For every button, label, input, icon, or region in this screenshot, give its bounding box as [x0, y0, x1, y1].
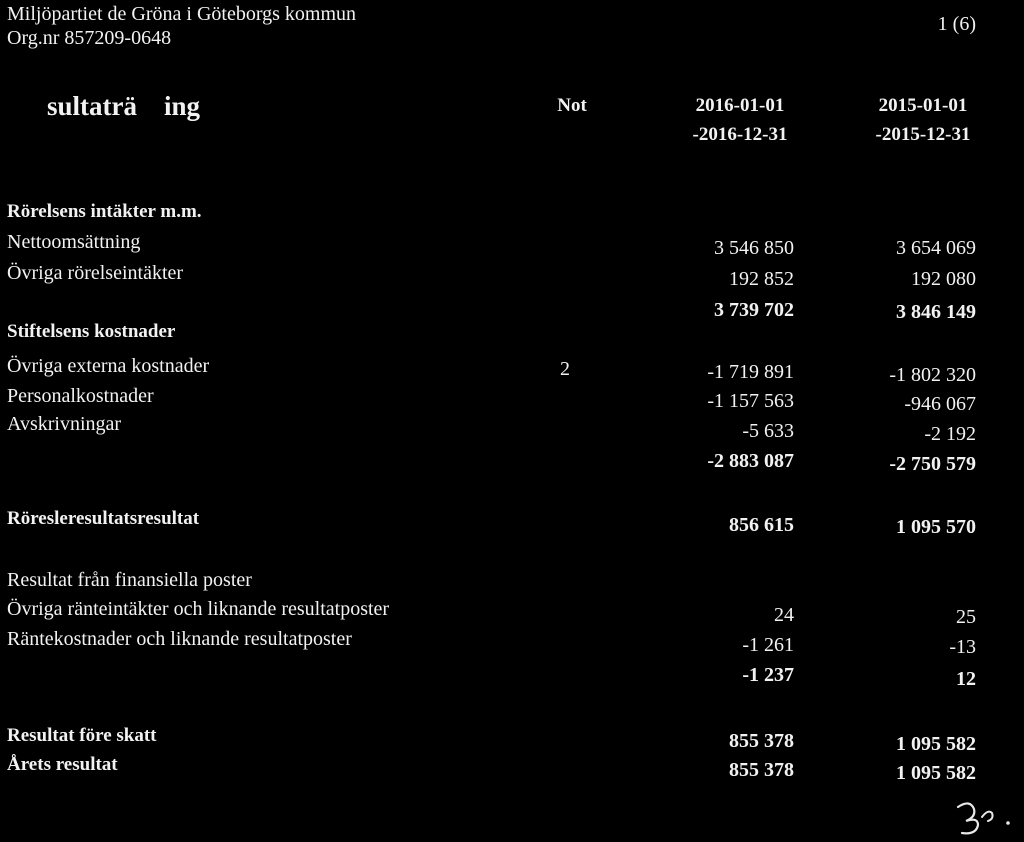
section-heading-costs: Stiftelsens kostnader	[7, 321, 176, 342]
section-heading-financial: Resultat från finansiella poster	[7, 569, 252, 591]
row-value-previous: -13	[949, 636, 976, 658]
row-value-current: -5 633	[742, 420, 794, 442]
row-value-previous: -2 192	[924, 423, 976, 445]
row-value-current: -1 157 563	[707, 390, 794, 412]
row-value-previous: 25	[956, 606, 976, 628]
row-label-personalkostnader: Personalkostnader	[7, 385, 154, 407]
page-number: 1 (6)	[937, 13, 976, 35]
subtotal-financial-current: -1 237	[742, 664, 794, 686]
subtotal-revenue-previous: 3 846 149	[896, 301, 976, 323]
row-label-avskrivningar: Avskrivningar	[7, 413, 122, 435]
row-label-ovriga-rorelseintakter: Övriga rörelseintäkter	[7, 262, 184, 284]
row-value-current: 3 546 850	[714, 237, 794, 259]
result-before-tax-label: Resultat före skatt	[7, 725, 157, 746]
year-result-current: 855 378	[729, 759, 794, 781]
signature-mark	[952, 795, 1018, 837]
row-value-current: -1 719 891	[707, 361, 794, 383]
handwritten-initials	[952, 795, 1018, 842]
section-heading-revenue: Rörelsens intäkter m.m.	[7, 201, 202, 222]
row-label-ovriga-ranteintakter: Övriga ränteintäkter och liknande resultatposter	[7, 598, 390, 620]
previous-period-start: 2015-01-01	[878, 95, 968, 116]
report-title: sultaträ ing	[47, 91, 201, 121]
row-value-current: 24	[774, 604, 794, 626]
subtotal-revenue-current: 3 739 702	[714, 299, 794, 321]
subtotal-financial-previous: 12	[956, 668, 976, 690]
operating-result-previous: 1 095 570	[896, 516, 976, 538]
previous-period-end: -2015-12-31	[875, 124, 971, 145]
note-column-header: Not	[557, 95, 587, 116]
subtotal-costs-previous: -2 750 579	[889, 453, 976, 475]
organization-number: Org.nr 857209-0648	[7, 27, 172, 49]
previous-period-header	[843, 91, 1003, 149]
current-period-start: 2016-01-01	[695, 95, 785, 116]
row-label-rantekostnader: Räntekostnader och liknande resultatposter	[7, 628, 352, 650]
row-value-previous: -946 067	[904, 393, 976, 415]
row-value-current: -1 261	[742, 634, 794, 656]
current-period-end: -2016-12-31	[692, 124, 788, 145]
result-before-tax-current: 855 378	[729, 730, 794, 752]
subtotal-costs-current: -2 883 087	[707, 450, 794, 472]
row-label-ovriga-externa-kostnader: Övriga externa kostnader	[7, 355, 210, 377]
operating-result-current: 856 615	[729, 514, 794, 536]
row-value-previous: -1 802 320	[889, 364, 976, 386]
row-value-current: 192 852	[729, 268, 794, 290]
current-period-header	[660, 91, 820, 149]
row-note: 2	[560, 358, 570, 380]
organization-name: Miljöpartiet de Gröna i Göteborgs kommun	[7, 3, 357, 25]
year-result-previous: 1 095 582	[896, 762, 976, 784]
row-value-previous: 192 080	[911, 268, 976, 290]
year-result-label: Årets resultat	[7, 754, 118, 775]
operating-result-label: Röresleresultatsresultat	[7, 508, 200, 529]
row-value-previous: 3 654 069	[896, 237, 976, 259]
result-before-tax-previous: 1 095 582	[896, 733, 976, 755]
row-label-nettoomsattning: Nettoomsättning	[7, 231, 141, 253]
